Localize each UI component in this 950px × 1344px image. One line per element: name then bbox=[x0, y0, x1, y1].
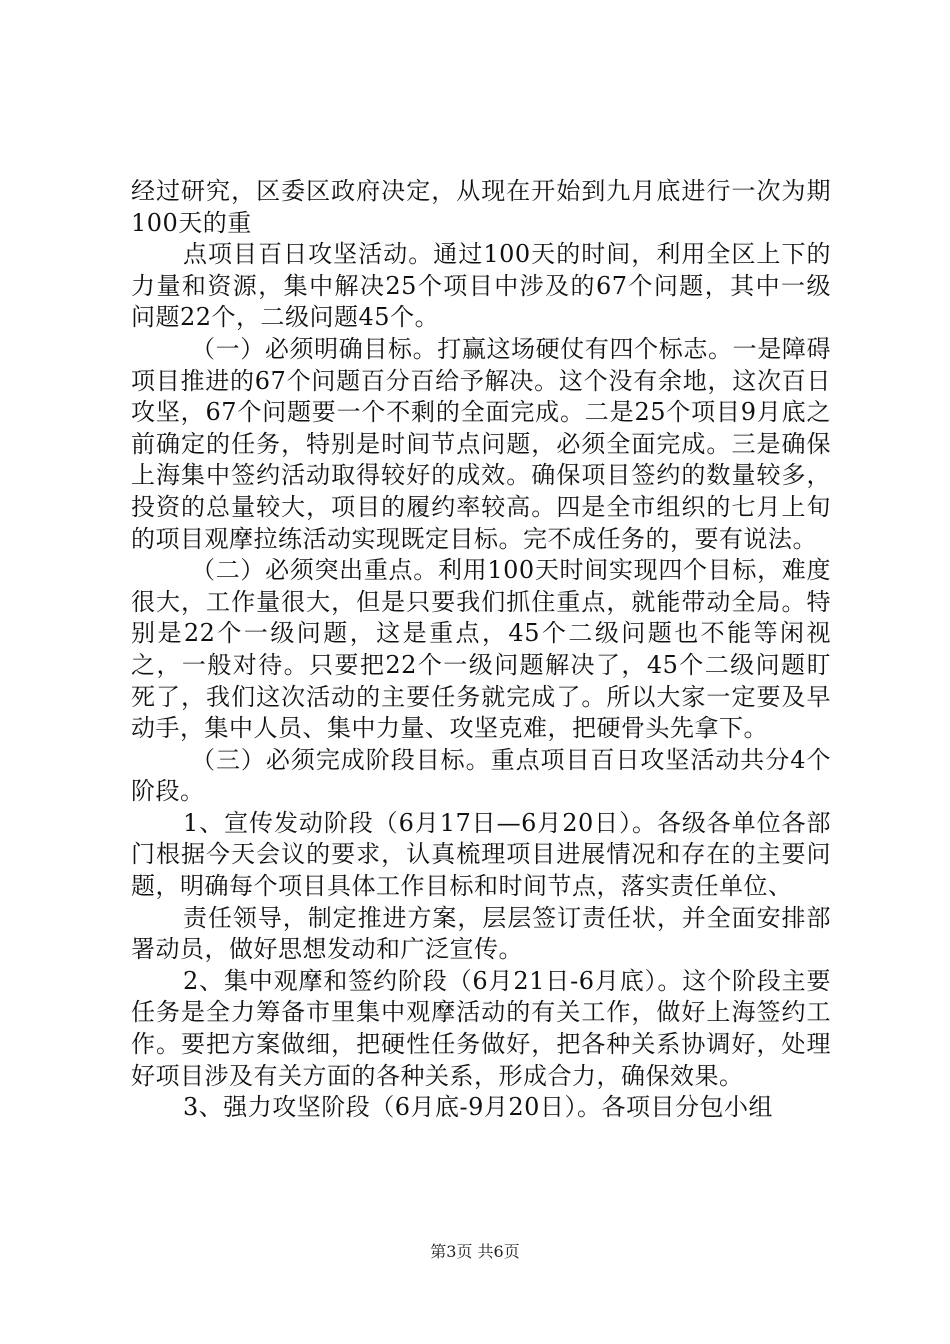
paragraph-section-one: （一）必须明确目标。打赢这场硬仗有四个标志。一是障碍项目推进的67个问题百分百给予解决。这个没有余地，这次百日攻坚，67个问题要一个不剩的全面完成。二是25个项目9月底之前确定的任务，特别是时间节点问题，必须全面完成。三是确保上海集中签约活动取得较好的成效。确保项目签约的数量较多，投资的总量较大，项目的履约率较高。四是全市组织的七月上旬的项目观摩拉练活动实现既定目标。完不成任务的，要有说法。 bbox=[131, 334, 831, 553]
paragraph-stage-one-continued: 责任领导，制定推进方案，层层签订责任状，并全面安排部署动员，做好思想发动和广泛宣传。 bbox=[131, 903, 831, 964]
page-number: 第3页 共6页 bbox=[430, 1242, 520, 1261]
paragraph-stage-three: 3、强力攻坚阶段（6月底-9月20日）。各项目分包小组 bbox=[183, 1093, 773, 1122]
document-body bbox=[131, 176, 831, 1124]
paragraph-section-two: （二）必须突出重点。利用100天时间实现四个目标，难度很大，工作量很大，但是只要我们抓住重点，就能带动全局。特别是22个一级问题，这是重点，45个二级问题也不能等闲视之，一般对待。只要把22个一级问题解决了，45个二级问题盯死了，我们这次活动的主要任务就完成了。所以大家一定要及早动手，集中人员、集中力量、攻坚克难，把硬骨头先拿下。 bbox=[131, 556, 831, 743]
page-footer bbox=[0, 1241, 950, 1263]
paragraph-continuation: 点项目百日攻坚活动。通过100天的时间，利用全区上下的力量和资源，集中解决25个项目中涉及的67个问题，其中一级问题22个，二级问题45个。 bbox=[131, 240, 831, 332]
paragraph-intro: 经过研究，区委区政府决定，从现在开始到九月底进行一次为期100天的重 bbox=[131, 177, 831, 237]
paragraph-stage-two: 2、集中观摩和签约阶段（6月21日-6月底）。这个阶段主要任务是全力筹备市里集中观摩活动的有关工作，做好上海签约工作。要把方案做细，把硬性任务做好，把各种关系协调好，处理好项目涉及有关方面的各种关系，形成合力，确保效果。 bbox=[131, 966, 831, 1090]
paragraph-section-three: （三）必须完成阶段目标。重点项目百日攻坚活动共分4个阶段。 bbox=[131, 745, 831, 806]
paragraph-stage-one: 1、宣传发动阶段（6月17日—6月20日）。各级各单位各部门根据今天会议的要求，认真梳理项目进展情况和存在的主要问题，明确每个项目具体工作目标和时间节点，落实责任单位、 bbox=[131, 808, 831, 901]
